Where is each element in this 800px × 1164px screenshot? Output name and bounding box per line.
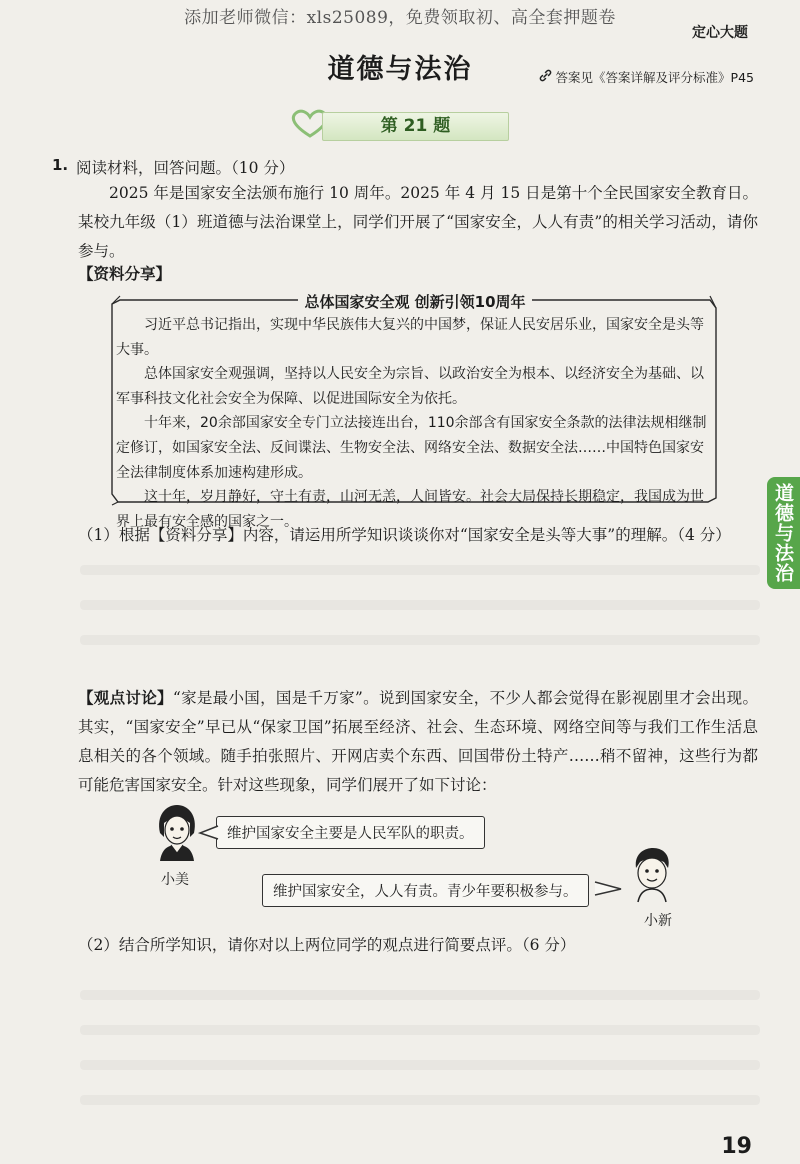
watermark: 添加老师微信：xls25089，免费领取初、高全套押题卷: [184, 8, 616, 28]
question-intro: 阅读材料，回答问题。（10 分）: [76, 159, 295, 177]
bubble-tail: [593, 880, 623, 898]
box-paragraph: 习近平总书记指出，实现中华民族伟大复兴的中国梦，保证人民安居乐业，国家安全是头等大事。: [116, 317, 704, 358]
answer-area: [80, 635, 760, 645]
section-label: 定心大题: [692, 25, 748, 41]
answer-reference: [539, 68, 754, 86]
material-label: 【资料分享】: [78, 264, 172, 283]
discussion-paragraph: [78, 683, 758, 800]
speaker2-bubble: [262, 874, 589, 907]
box-paragraph: 总体国家安全观强调，坚持以人民安全为宗旨、以政治安全为根本、以经济安全为基础、以军事科技文化社会安全为保障、以促进国际安全为依托。: [116, 366, 704, 407]
speaker2-avatar: [626, 846, 678, 908]
sub-question-2: （2）结合所学知识，请你对以上两位同学的观点进行简要点评。（6 分）: [78, 936, 576, 954]
question-number: 1.: [52, 156, 69, 174]
question-banner-label: 第 21 题: [322, 112, 509, 141]
boy-icon: [626, 846, 678, 904]
answer-area: [80, 1060, 760, 1070]
material-box: [110, 293, 720, 530]
link-icon: [539, 69, 552, 85]
speaker1-text: 维护国家安全主要是人民军队的职责。: [227, 826, 474, 842]
page-number: 19: [721, 1134, 752, 1159]
answer-area: [80, 990, 760, 1000]
discussion-label: 【观点讨论】: [78, 688, 173, 707]
speaker1-avatar: [152, 803, 202, 867]
answer-area: [80, 600, 760, 610]
question-banner: [288, 108, 503, 140]
speaker1-bubble: [216, 816, 485, 849]
sub-question-1: （1）根据【资料分享】内容，请运用所学知识谈谈你对“国家安全是头等大事”的理解。（4 分）: [78, 526, 731, 544]
answer-reference-text: 答案见《答案详解及评分标准》P45: [555, 70, 754, 85]
girl-icon: [152, 803, 202, 863]
answer-area: [80, 565, 760, 575]
box-title: 总体国家安全观 创新引领10周年: [110, 291, 720, 312]
speaker2-text: 维护国家安全，人人有责。青少年要积极参与。: [273, 884, 578, 900]
discussion-text: “家是最小国，国是千万家”。说到国家安全，不少人都会觉得在影视剧里才会出现。其实，“国家安全”早已从“保家卫国”拓展至经济、社会、生态环境、网络空间等与我们工作生活息息相关的各个领域。随手拍张照片、开网店卖个东西、回国带份土特产……稍不留神，这些行为都可能危害国家安全。针对这些现象，同学们展开了如下讨论：: [78, 689, 758, 794]
box-paragraph: 十年来，20余部国家安全专门立法接连出台，110余部含有国家安全条款的法律法规相继制定修订，如国家安全法、反间谍法、生物安全法、网络安全法、数据安全法……中国特色国家安全法律制度体系加速构建形成。: [116, 415, 707, 481]
page-title: 道德与法治: [327, 54, 473, 85]
subject-side-tab: 道德与法治: [767, 477, 800, 589]
answer-area: [80, 1025, 760, 1035]
bubble-tail: [198, 824, 220, 842]
speaker2-name: 小新: [644, 913, 672, 929]
question-context: 2025 年是国家安全法颁布施行 10 周年。2025 年 4 月 15 日是第十个全民国家安全教育日。某校九年级（1）班道德与法治课堂上，同学们开展了“国家安全，人人有责”的相关学习活动，请你参与。: [78, 184, 758, 260]
box-paragraph: 这十年，岁月静好，守土有责，山河无恙，人间皆安。社会大局保持长期稳定，我国成为世界上最有安全感的国家之一。: [116, 489, 704, 530]
answer-area: [80, 1095, 760, 1105]
box-body: [116, 313, 712, 534]
speaker1-name: 小美: [161, 872, 189, 888]
